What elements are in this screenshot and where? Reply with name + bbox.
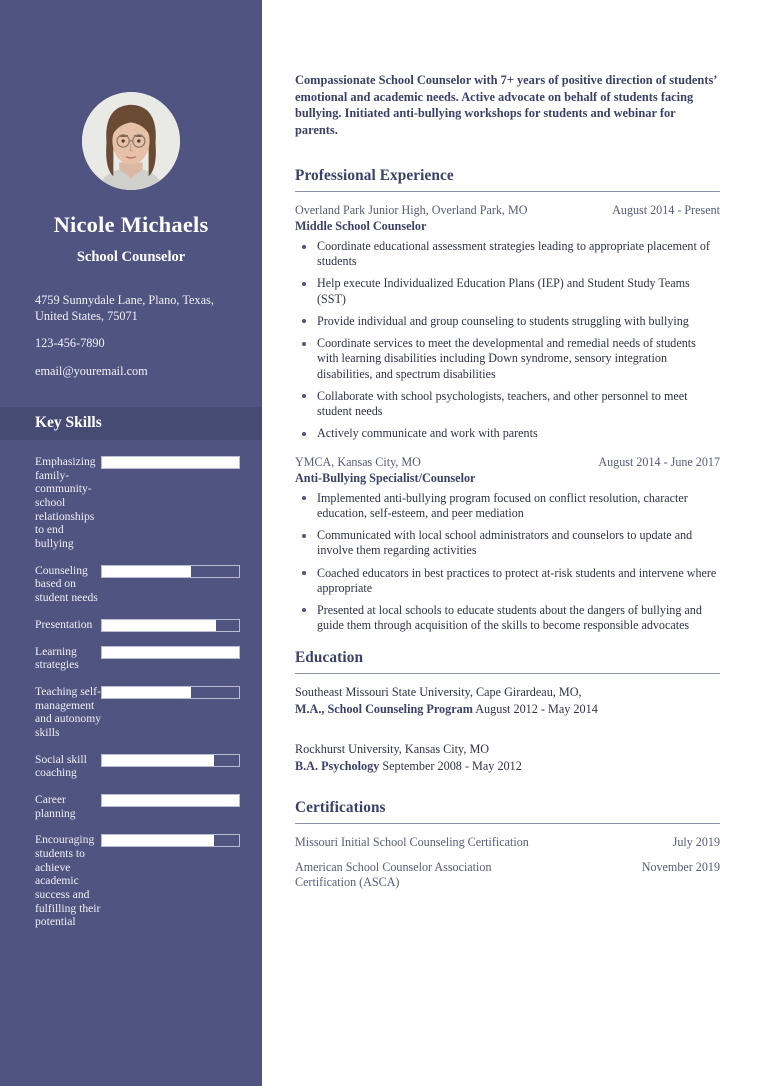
skill-level-bar	[101, 834, 240, 847]
section-title-education: Education	[295, 649, 364, 667]
skill-item	[0, 644, 262, 672]
experience-entry	[295, 203, 720, 442]
experience-bullet: Coordinate educational assessment strategies leading to appropriate placement of students	[295, 239, 720, 269]
skill-level-fill	[102, 620, 216, 631]
experience-bullet: Collaborate with school psychologists, teachers, and other personnel to meet student needs	[295, 389, 720, 419]
experience-bullet: Actively communicate and work with parents	[295, 426, 720, 441]
section-experience	[295, 167, 720, 633]
skill-level-fill	[102, 795, 239, 806]
skill-item	[0, 752, 262, 780]
skill-level-fill	[102, 835, 214, 846]
skill-level-bar	[101, 754, 240, 767]
main-content	[262, 0, 768, 1086]
experience-entry-header	[295, 203, 720, 218]
section-divider	[295, 191, 720, 192]
skill-label: Career planning	[35, 792, 76, 820]
experience-entry	[295, 455, 720, 634]
experience-organization: YMCA, Kansas City, MO	[295, 454, 421, 469]
skill-level-bar	[101, 456, 240, 469]
sidebar	[0, 0, 262, 1086]
contact-email[interactable]: email@youremail.com	[35, 363, 148, 378]
education-degree-line	[295, 759, 720, 775]
skill-level-fill	[102, 647, 239, 658]
experience-role: Anti-Bullying Specialist/Counselor	[295, 470, 476, 485]
experience-entries	[295, 203, 720, 633]
candidate-name: Nicole Michaels	[53, 212, 209, 237]
skill-level-fill	[102, 457, 239, 468]
skill-item	[0, 454, 262, 551]
skill-label: Social skill coaching	[35, 752, 87, 780]
experience-date-range: August 2014 - Present	[612, 203, 720, 217]
skills-list	[0, 440, 262, 929]
skill-item	[0, 684, 262, 740]
contact-address: 4759 Sunnydale Lane, Plano, Texas, United States, 75071	[35, 293, 214, 324]
contact-phone[interactable]: 123-456-7890	[35, 336, 105, 351]
experience-bullet: Coordinate services to meet the developmental and remedial needs of students with learning disabilities including Down syndrome, sensory integration disabilities, and spectrum disabilities	[295, 336, 720, 382]
education-degree: M.A., School Counseling Program	[295, 702, 473, 717]
experience-role: Middle School Counselor	[295, 219, 427, 233]
section-divider	[295, 673, 720, 674]
avatar-container	[0, 0, 262, 190]
skill-item	[0, 792, 262, 820]
experience-bullet: Presented at local schools to educate students about the dangers of bullying and guide them through acquisition of the skills to become responsible advocates	[295, 603, 720, 633]
section-title-experience: Professional Experience	[295, 167, 454, 184]
certification-name: Missouri Initial School Counseling Certification	[295, 834, 529, 849]
experience-bullet-list	[295, 491, 720, 634]
education-degree-line	[295, 702, 720, 718]
experience-bullet: Coached educators in best practices to protect at-risk students and intervene where appropriate	[295, 566, 720, 596]
skill-label: Counseling based on student needs	[35, 563, 98, 604]
skill-label: Encouraging students to achieve academic success and fulfilling their potential	[35, 833, 101, 929]
certification-date: July 2019	[672, 834, 720, 849]
skill-level-fill	[102, 687, 191, 698]
education-school: Rockhurst University, Kansas City, MO	[295, 742, 490, 757]
key-skills-header	[0, 407, 262, 440]
education-entry	[295, 685, 720, 718]
skill-label: Teaching self-management and autonomy skills	[35, 684, 102, 739]
avatar	[82, 92, 180, 190]
certification-date: November 2019	[641, 859, 720, 874]
education-entry	[295, 742, 720, 775]
skill-label: Emphasizing family-community-school relationships to end bullying	[35, 454, 96, 550]
experience-date-range: August 2014 - June 2017	[598, 454, 720, 469]
skill-level-bar	[101, 619, 240, 632]
certification-name: American School Counselor Association Certification (ASCA)	[295, 859, 492, 889]
skill-label: Learning strategies	[35, 644, 79, 672]
skill-item	[0, 832, 262, 929]
skill-item	[0, 617, 262, 632]
section-certifications	[295, 799, 720, 890]
certification-entry	[295, 860, 720, 890]
education-date-range: August 2012 - May 2014	[475, 702, 598, 717]
experience-bullet: Help execute Individualized Education Plans (IEP) and Student Study Teams (SST)	[295, 276, 720, 306]
professional-summary: Compassionate School Counselor with 7+ years of positive direction of students’ emotional and academic needs. Active advocate on behalf of students facing bullying. Initiated anti-bullying workshops for students and webinar for parents.	[295, 73, 717, 137]
contact-block	[35, 292, 225, 379]
skill-level-fill	[102, 755, 214, 766]
certification-entry	[295, 835, 720, 850]
skill-item	[0, 563, 262, 605]
candidate-job-title: School Counselor	[76, 249, 186, 265]
education-school: Southeast Missouri State University, Cape Girardeau, MO,	[295, 685, 582, 700]
skill-level-bar	[101, 646, 240, 659]
education-entries	[295, 685, 720, 774]
key-skills-title: Key Skills	[35, 414, 102, 432]
experience-bullet: Communicated with local school administrators and counselors to update and involve them regarding activities	[295, 528, 720, 558]
skill-level-bar	[101, 794, 240, 807]
experience-bullet: Implemented anti-bullying program focused on conflict resolution, character education, self-esteem, and peer mediation	[295, 491, 720, 521]
education-degree: B.A. Psychology	[295, 759, 380, 774]
skill-level-fill	[102, 566, 191, 577]
section-divider	[295, 823, 720, 824]
section-title-certifications: Certifications	[295, 798, 386, 816]
certification-entries	[295, 835, 720, 890]
skill-label: Presentation	[35, 617, 93, 631]
experience-bullet-list	[295, 239, 720, 442]
experience-organization: Overland Park Junior High, Overland Park, MO	[295, 203, 528, 217]
experience-bullet: Provide individual and group counseling to students struggling with bullying	[295, 314, 720, 329]
skill-level-bar	[101, 565, 240, 578]
portrait-photo-icon	[82, 92, 180, 190]
section-education	[295, 649, 720, 774]
skill-level-bar	[101, 686, 240, 699]
education-date-range: September 2008 - May 2012	[382, 759, 522, 774]
experience-entry-header	[295, 455, 720, 470]
